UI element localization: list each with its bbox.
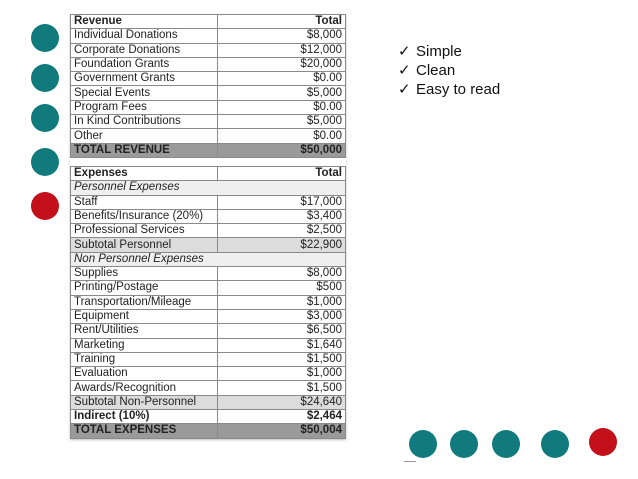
row-amount: $17,000 <box>218 195 346 209</box>
revenue-row <box>71 72 346 86</box>
row-amount: $5,000 <box>218 86 346 100</box>
row-label: Professional Services <box>71 224 218 238</box>
divider <box>404 461 416 462</box>
row-label: Supplies <box>71 267 218 281</box>
row-label: TOTAL EXPENSES <box>71 424 218 438</box>
revenue-row <box>71 115 346 129</box>
expenses-header-row <box>71 166 346 180</box>
row-amount: $24,640 <box>218 395 346 409</box>
row-amount: $6,500 <box>218 324 346 338</box>
row-amount: $1,640 <box>218 338 346 352</box>
row-label: Individual Donations <box>71 29 218 43</box>
row-amount: $8,000 <box>218 29 346 43</box>
row-amount: $3,400 <box>218 209 346 223</box>
checklist-item: ✓ Simple <box>398 43 462 60</box>
left-dot-2 <box>31 64 59 92</box>
row-amount: $1,500 <box>218 352 346 366</box>
row-amount: $1,000 <box>218 367 346 381</box>
revenue-row <box>71 43 346 57</box>
revenue-row <box>71 129 346 143</box>
row-amount: $20,000 <box>218 57 346 71</box>
left-dot-5-active <box>31 192 59 220</box>
expense-row <box>71 338 346 352</box>
bottom-dot-3 <box>492 430 520 458</box>
row-amount: $0.00 <box>218 72 346 86</box>
row-label: Marketing <box>71 338 218 352</box>
row-amount: $50,004 <box>218 424 346 438</box>
personnel-section-row <box>71 181 346 195</box>
left-dot-4 <box>31 148 59 176</box>
row-label: Benefits/Insurance (20%) <box>71 209 218 223</box>
row-label: Revenue <box>71 15 218 29</box>
expense-row <box>71 324 346 338</box>
row-label: Subtotal Non-Personnel <box>71 395 218 409</box>
expense-row <box>71 195 346 209</box>
bottom-dot-2 <box>450 430 478 458</box>
row-label: Subtotal Personnel <box>71 238 218 252</box>
section-label: Non Personnel Expenses <box>71 252 346 266</box>
row-label: Equipment <box>71 309 218 323</box>
expense-row <box>71 209 346 223</box>
expense-row <box>71 352 346 366</box>
expense-row <box>71 309 346 323</box>
row-label: Indirect (10%) <box>71 410 218 424</box>
subtotal-non-personnel-row <box>71 395 346 409</box>
row-label: Government Grants <box>71 72 218 86</box>
row-amount: $2,500 <box>218 224 346 238</box>
row-label: TOTAL REVENUE <box>71 143 218 157</box>
row-amount: $1,000 <box>218 295 346 309</box>
row-label: Other <box>71 129 218 143</box>
indirect-row <box>71 410 346 424</box>
row-label: Corporate Donations <box>71 43 218 57</box>
row-amount: $3,000 <box>218 309 346 323</box>
revenue-row <box>71 57 346 71</box>
expense-row <box>71 367 346 381</box>
row-amount: $500 <box>218 281 346 295</box>
row-amount: $22,900 <box>218 238 346 252</box>
row-amount: $12,000 <box>218 43 346 57</box>
revenue-row <box>71 29 346 43</box>
row-label: Printing/Postage <box>71 281 218 295</box>
row-amount: $1,500 <box>218 381 346 395</box>
row-label: Awards/Recognition <box>71 381 218 395</box>
subtotal-personnel-row <box>71 238 346 252</box>
row-amount: $8,000 <box>218 267 346 281</box>
row-label: Training <box>71 352 218 366</box>
checklist-item: ✓ Clean <box>398 62 456 79</box>
budget-sheet <box>70 14 346 439</box>
row-amount: $0.00 <box>218 100 346 114</box>
total-expenses-row <box>71 424 346 438</box>
left-dot-1 <box>31 24 59 52</box>
check-icon: ✓ <box>398 43 411 60</box>
bottom-dot-4 <box>541 430 569 458</box>
check-icon: ✓ <box>398 81 411 98</box>
checklist-item: ✓ Easy to read <box>398 81 501 98</box>
non-personnel-section-row <box>71 252 346 266</box>
revenue-row <box>71 100 346 114</box>
row-amount: $50,000 <box>218 143 346 157</box>
revenue-header-row <box>71 15 346 29</box>
row-amount: Total <box>218 15 346 29</box>
budget-table <box>70 14 346 439</box>
bottom-dot-1 <box>409 430 437 458</box>
expense-row <box>71 295 346 309</box>
row-label: Staff <box>71 195 218 209</box>
row-amount: $0.00 <box>218 129 346 143</box>
bottom-dot-5-active <box>589 428 617 456</box>
feature-checklist <box>398 42 500 99</box>
revenue-row <box>71 86 346 100</box>
row-label: Transportation/Mileage <box>71 295 218 309</box>
section-label: Personnel Expenses <box>71 181 346 195</box>
row-label: Rent/Utilities <box>71 324 218 338</box>
total-revenue-row <box>71 143 346 157</box>
expense-row <box>71 267 346 281</box>
check-icon: ✓ <box>398 62 411 79</box>
expense-row <box>71 381 346 395</box>
row-amount: Total <box>218 166 346 180</box>
row-label: Expenses <box>71 166 218 180</box>
row-label: In Kind Contributions <box>71 115 218 129</box>
left-dot-3 <box>31 104 59 132</box>
row-amount: $2,464 <box>218 410 346 424</box>
row-label: Special Events <box>71 86 218 100</box>
expense-row <box>71 224 346 238</box>
table-spacer <box>71 157 346 166</box>
row-label: Foundation Grants <box>71 57 218 71</box>
row-label: Program Fees <box>71 100 218 114</box>
row-label: Evaluation <box>71 367 218 381</box>
row-amount: $5,000 <box>218 115 346 129</box>
expense-row <box>71 281 346 295</box>
